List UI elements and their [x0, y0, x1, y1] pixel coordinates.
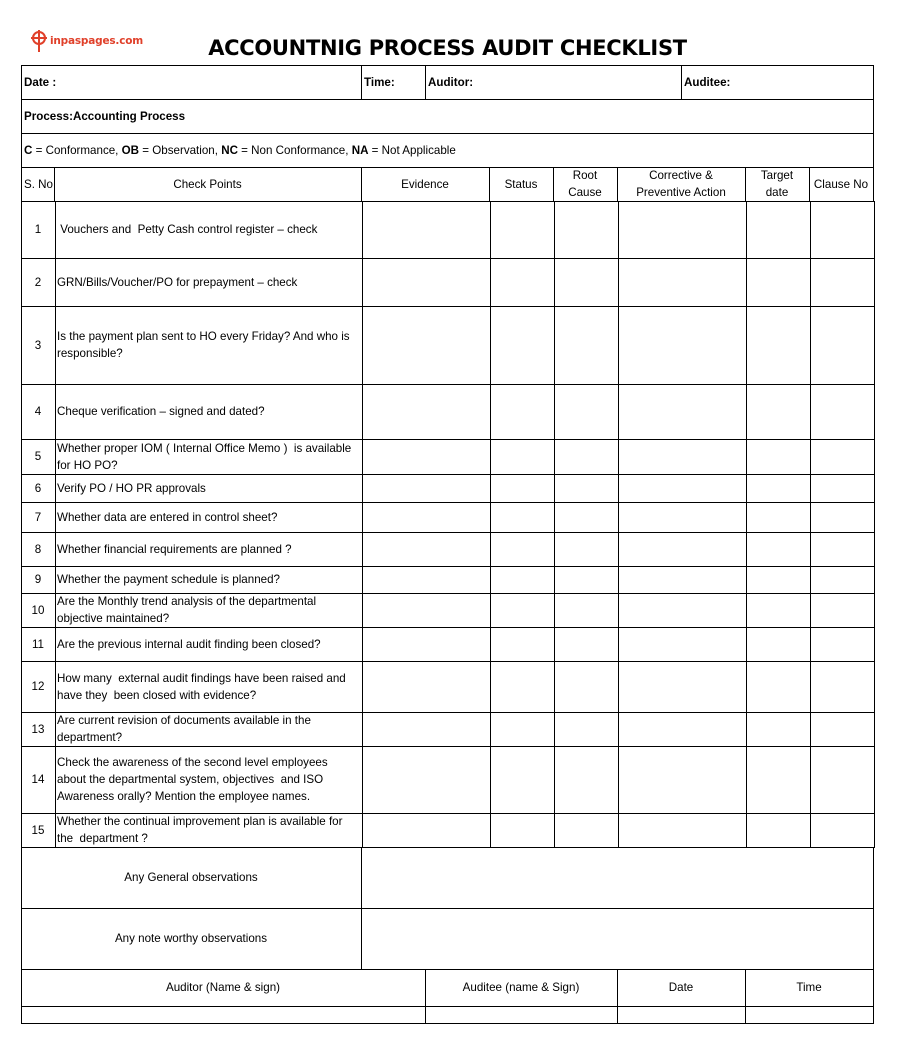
- noteworthy-observations-label: Any note worthy observations: [21, 908, 362, 970]
- row-root-cause-cell[interactable]: [553, 746, 619, 814]
- row-root-cause-cell[interactable]: [553, 474, 619, 503]
- row-evidence-cell[interactable]: [361, 502, 491, 533]
- signoff-time-label: Time: [745, 969, 874, 1007]
- row-number: 3: [21, 306, 56, 385]
- row-root-cause-cell[interactable]: [553, 201, 619, 259]
- row-clause-no-cell[interactable]: [809, 746, 875, 814]
- process-row: [21, 99, 874, 134]
- row-clause-no-cell[interactable]: [809, 384, 875, 440]
- legend-code: NC: [221, 143, 238, 157]
- row-root-cause-cell[interactable]: [553, 593, 619, 628]
- date-field[interactable]: [21, 65, 362, 100]
- row-status-cell[interactable]: [489, 712, 555, 747]
- row-clause-no-cell[interactable]: [809, 627, 875, 662]
- row-corrective-action-cell[interactable]: [617, 532, 747, 567]
- time-field[interactable]: [361, 65, 426, 100]
- signoff-auditee-field[interactable]: [425, 1006, 618, 1024]
- signoff-date-label: Date: [617, 969, 746, 1007]
- legend-row: [21, 133, 874, 168]
- row-check-point: Verify PO / HO PR approvals: [54, 474, 363, 503]
- row-evidence-cell[interactable]: [361, 306, 491, 385]
- column-header-target-date: Target date: [745, 167, 810, 202]
- legend-desc: = Conformance,: [32, 143, 122, 157]
- signoff-time-field[interactable]: [745, 1006, 874, 1024]
- row-target-date-cell[interactable]: [745, 661, 811, 713]
- row-status-cell[interactable]: [489, 502, 555, 533]
- row-clause-no-cell[interactable]: [809, 712, 875, 747]
- row-evidence-cell[interactable]: [361, 746, 491, 814]
- row-status-cell[interactable]: [489, 384, 555, 440]
- row-target-date-cell[interactable]: [745, 712, 811, 747]
- column-header-clause-no: Clause No: [809, 167, 874, 202]
- row-clause-no-cell[interactable]: [809, 258, 875, 307]
- row-status-cell[interactable]: [489, 746, 555, 814]
- column-header-corrective-action: Corrective & Preventive Action: [617, 167, 746, 202]
- row-corrective-action-cell[interactable]: [617, 566, 747, 594]
- row-evidence-cell[interactable]: [361, 384, 491, 440]
- signoff-auditor-field[interactable]: [21, 1006, 426, 1024]
- row-clause-no-cell[interactable]: [809, 813, 875, 848]
- row-check-point: Whether data are entered in control sheet?: [54, 502, 363, 533]
- row-clause-no-cell[interactable]: [809, 661, 875, 713]
- row-evidence-cell[interactable]: [361, 813, 491, 848]
- row-clause-no-cell[interactable]: [809, 474, 875, 503]
- row-status-cell[interactable]: [489, 661, 555, 713]
- row-corrective-action-cell[interactable]: [617, 746, 747, 814]
- time-label: Time:: [364, 75, 395, 89]
- row-number: 10: [21, 593, 56, 628]
- row-root-cause-cell[interactable]: [553, 439, 619, 475]
- row-number: 8: [21, 532, 56, 567]
- signoff-auditor-label: Auditor (Name & sign): [21, 969, 426, 1007]
- legend-code: NA: [351, 143, 369, 157]
- row-root-cause-cell[interactable]: [553, 627, 619, 662]
- row-evidence-cell[interactable]: [361, 439, 491, 475]
- row-number: 2: [21, 258, 56, 307]
- row-number: 1: [21, 201, 56, 259]
- row-check-point: Check the awareness of the second level employees about the departmental system, objectives and ISO Awareness orally? Mention the employee names.: [54, 746, 363, 814]
- row-number: 5: [21, 439, 56, 475]
- row-number: 13: [21, 712, 56, 747]
- row-status-cell[interactable]: [489, 439, 555, 475]
- column-header-evidence: Evidence: [361, 167, 490, 202]
- row-corrective-action-cell[interactable]: [617, 593, 747, 628]
- row-check-point: Whether the continual improvement plan is available for the department ?: [54, 813, 363, 848]
- row-corrective-action-cell[interactable]: [617, 474, 747, 503]
- row-number: 14: [21, 746, 56, 814]
- legend-code: C: [24, 143, 33, 157]
- row-number: 12: [21, 661, 56, 713]
- legend-desc: = Non Conformance,: [237, 143, 352, 157]
- row-number: 15: [21, 813, 56, 848]
- row-target-date-cell[interactable]: [745, 746, 811, 814]
- row-status-cell[interactable]: [489, 258, 555, 307]
- row-check-point: Are the Monthly trend analysis of the departmental objective maintained?: [54, 593, 363, 628]
- row-check-point: Are the previous internal audit finding been closed?: [54, 627, 363, 662]
- row-root-cause-cell[interactable]: [553, 661, 619, 713]
- row-check-point: How many external audit findings have been raised and have they been closed with evidence?: [54, 661, 363, 713]
- row-clause-no-cell[interactable]: [809, 439, 875, 475]
- row-target-date-cell[interactable]: [745, 627, 811, 662]
- signoff-auditee-label: Auditee (name & Sign): [425, 969, 618, 1007]
- row-status-cell[interactable]: [489, 627, 555, 662]
- row-clause-no-cell[interactable]: [809, 566, 875, 594]
- column-header-sno: S. No: [21, 167, 55, 202]
- row-check-point: Is the payment plan sent to HO every Friday? And who is responsible?: [54, 306, 363, 385]
- column-header-root-cause: Root Cause: [553, 167, 618, 202]
- row-clause-no-cell[interactable]: [809, 306, 875, 385]
- row-root-cause-cell[interactable]: [553, 566, 619, 594]
- row-number: 11: [21, 627, 56, 662]
- row-target-date-cell[interactable]: [745, 306, 811, 385]
- row-clause-no-cell[interactable]: [809, 201, 875, 259]
- row-check-point: GRN/Bills/Voucher/PO for prepayment – check: [54, 258, 363, 307]
- legend-desc: = Not Applicable: [368, 143, 456, 157]
- row-number: 6: [21, 474, 56, 503]
- date-label: Date :: [24, 75, 57, 89]
- general-observations-label: Any General observations: [21, 847, 362, 909]
- row-check-point: Whether proper IOM ( Internal Office Memo ) is available for HO PO?: [54, 439, 363, 475]
- row-root-cause-cell[interactable]: [553, 712, 619, 747]
- row-check-point: Cheque verification – signed and dated?: [54, 384, 363, 440]
- row-corrective-action-cell[interactable]: [617, 661, 747, 713]
- row-target-date-cell[interactable]: [745, 532, 811, 567]
- noteworthy-observations-field[interactable]: [361, 908, 874, 970]
- row-root-cause-cell[interactable]: [553, 813, 619, 848]
- row-corrective-action-cell[interactable]: [617, 201, 747, 259]
- row-number: 7: [21, 502, 56, 533]
- row-check-point: Whether the payment schedule is planned?: [54, 566, 363, 594]
- general-observations-field[interactable]: [361, 847, 874, 909]
- row-evidence-cell[interactable]: [361, 712, 491, 747]
- row-status-cell[interactable]: [489, 566, 555, 594]
- row-corrective-action-cell[interactable]: [617, 712, 747, 747]
- row-target-date-cell[interactable]: [745, 384, 811, 440]
- row-corrective-action-cell[interactable]: [617, 258, 747, 307]
- row-status-cell[interactable]: [489, 813, 555, 848]
- row-status-cell[interactable]: [489, 474, 555, 503]
- auditor-label: Auditor:: [428, 75, 474, 89]
- row-status-cell[interactable]: [489, 201, 555, 259]
- column-header-status: Status: [489, 167, 554, 202]
- legend-code: OB: [121, 143, 140, 157]
- row-evidence-cell[interactable]: [361, 474, 491, 503]
- row-target-date-cell[interactable]: [745, 813, 811, 848]
- signoff-date-field[interactable]: [617, 1006, 746, 1024]
- row-corrective-action-cell[interactable]: [617, 384, 747, 440]
- logo-text: inpaspages.com: [50, 35, 143, 47]
- auditee-label: Auditee:: [684, 75, 731, 89]
- row-clause-no-cell[interactable]: [809, 593, 875, 628]
- row-target-date-cell[interactable]: [745, 201, 811, 259]
- row-root-cause-cell[interactable]: [553, 532, 619, 567]
- row-evidence-cell[interactable]: [361, 258, 491, 307]
- row-corrective-action-cell[interactable]: [617, 627, 747, 662]
- row-root-cause-cell[interactable]: [553, 502, 619, 533]
- row-status-cell[interactable]: [489, 306, 555, 385]
- row-root-cause-cell[interactable]: [553, 384, 619, 440]
- row-status-cell[interactable]: [489, 593, 555, 628]
- row-evidence-cell[interactable]: [361, 593, 491, 628]
- page-title: ACCOUNTNIG PROCESS AUDIT CHECKLIST: [208, 36, 687, 60]
- row-root-cause-cell[interactable]: [553, 306, 619, 385]
- auditor-field[interactable]: [425, 65, 682, 100]
- row-check-point: Vouchers and Petty Cash control register – check: [54, 201, 363, 259]
- row-target-date-cell[interactable]: [745, 439, 811, 475]
- row-clause-no-cell[interactable]: [809, 502, 875, 533]
- row-evidence-cell[interactable]: [361, 201, 491, 259]
- row-target-date-cell[interactable]: [745, 566, 811, 594]
- row-target-date-cell[interactable]: [745, 593, 811, 628]
- row-corrective-action-cell[interactable]: [617, 306, 747, 385]
- legend-text: [24, 142, 456, 159]
- row-target-date-cell[interactable]: [745, 474, 811, 503]
- process-label: Process:Accounting Process: [24, 109, 186, 123]
- row-target-date-cell[interactable]: [745, 258, 811, 307]
- row-evidence-cell[interactable]: [361, 532, 491, 567]
- legend-desc: = Observation,: [139, 143, 222, 157]
- column-header-check-points: Check Points: [54, 167, 362, 202]
- row-corrective-action-cell[interactable]: [617, 813, 747, 848]
- row-number: 4: [21, 384, 56, 440]
- row-corrective-action-cell[interactable]: [617, 502, 747, 533]
- row-evidence-cell[interactable]: [361, 566, 491, 594]
- row-target-date-cell[interactable]: [745, 502, 811, 533]
- auditee-field[interactable]: [681, 65, 874, 100]
- row-check-point: Whether financial requirements are planned ?: [54, 532, 363, 567]
- row-corrective-action-cell[interactable]: [617, 439, 747, 475]
- row-clause-no-cell[interactable]: [809, 532, 875, 567]
- row-status-cell[interactable]: [489, 532, 555, 567]
- row-evidence-cell[interactable]: [361, 661, 491, 713]
- row-check-point: Are current revision of documents available in the department?: [54, 712, 363, 747]
- row-evidence-cell[interactable]: [361, 627, 491, 662]
- row-root-cause-cell[interactable]: [553, 258, 619, 307]
- row-number: 9: [21, 566, 56, 594]
